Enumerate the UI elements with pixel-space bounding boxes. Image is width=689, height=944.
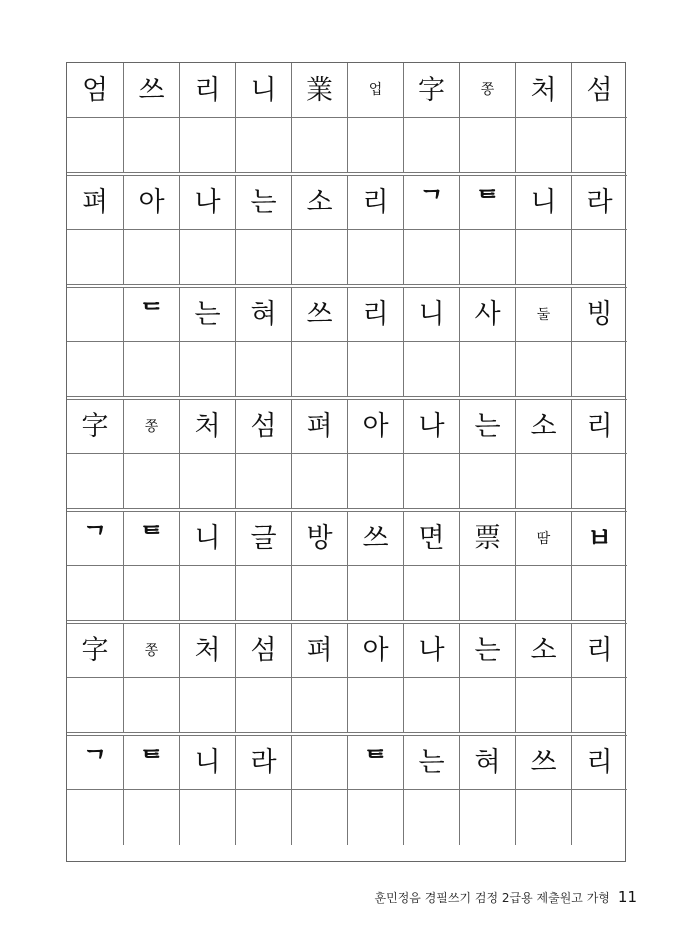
model-character: ᄀ [82, 747, 108, 778]
model-character: 니 [530, 187, 557, 218]
writing-practice-cell[interactable] [179, 117, 235, 173]
model-character: ᄀ [418, 187, 445, 218]
model-character-cell [403, 735, 459, 789]
model-character: 쓰 [138, 74, 165, 106]
model-character: 業 [306, 74, 333, 106]
model-character: ᄐ [474, 187, 501, 218]
writing-practice-cell[interactable] [403, 789, 459, 845]
writing-practice-cell[interactable] [571, 565, 627, 621]
model-character: 소 [530, 411, 557, 442]
writing-practice-cell[interactable] [515, 453, 571, 509]
writing-grid [66, 62, 626, 862]
model-character-cell [403, 63, 459, 117]
model-character-cell [459, 511, 515, 565]
model-character-cell [347, 735, 403, 789]
model-character: 리 [586, 635, 613, 666]
model-character-cell [67, 623, 123, 677]
writing-practice-cell[interactable] [403, 453, 459, 509]
model-character: ᄐ [138, 523, 165, 554]
model-character-cell [67, 63, 123, 117]
model-character-cell [459, 287, 515, 341]
model-character-cell [123, 63, 179, 117]
model-character-cell [571, 63, 627, 117]
row-band [67, 735, 625, 847]
model-character-cell [67, 399, 123, 453]
blank-cell [67, 287, 123, 341]
model-character-cell [515, 175, 571, 229]
writing-practice-cell[interactable] [403, 229, 459, 285]
model-character: ᄐ [138, 747, 165, 778]
model-character-cell [347, 175, 403, 229]
writing-practice-cell[interactable] [347, 117, 403, 173]
model-character: 소 [530, 635, 557, 666]
model-character: 섬 [250, 635, 277, 666]
writing-practice-cell[interactable] [179, 341, 235, 397]
model-character: 는 [474, 411, 501, 442]
model-character-cell [459, 623, 515, 677]
model-character-cell [67, 735, 123, 789]
model-character: 라 [586, 187, 613, 218]
writing-practice-cell[interactable] [291, 117, 347, 173]
model-character-cell [179, 735, 235, 789]
writing-practice-cell[interactable] [179, 229, 235, 285]
model-character: 섬 [250, 411, 277, 442]
model-character: 쫑 [144, 642, 159, 659]
writing-practice-cell[interactable] [571, 453, 627, 509]
model-character: ᄃ [138, 299, 165, 330]
model-character-cell [291, 399, 347, 453]
model-character: 아 [362, 411, 389, 442]
model-character-cell [571, 511, 627, 565]
row-band [67, 399, 625, 511]
model-character-cell [347, 511, 403, 565]
writing-practice-cell[interactable] [403, 565, 459, 621]
model-character: 글 [250, 523, 277, 554]
model-character: 리 [586, 411, 613, 442]
writing-practice-cell[interactable] [347, 453, 403, 509]
writing-practice-cell[interactable] [123, 789, 179, 845]
model-character-cell [515, 623, 571, 677]
model-character: 니 [250, 74, 277, 106]
model-character: 사 [474, 299, 501, 330]
model-character: 쫑 [144, 418, 159, 435]
model-character-cell [347, 63, 403, 117]
writing-practice-cell[interactable] [571, 117, 627, 173]
model-character: 나 [418, 411, 445, 442]
page-number: 11 [617, 888, 637, 906]
model-character: 쫑 [480, 82, 495, 98]
model-character-cell [515, 399, 571, 453]
blank-cell [291, 789, 347, 845]
model-character-cell [67, 175, 123, 229]
writing-practice-cell[interactable] [291, 677, 347, 733]
model-character-cell [235, 175, 291, 229]
model-character: 쓰 [362, 523, 389, 554]
model-character-cell [235, 511, 291, 565]
writing-practice-cell[interactable] [571, 789, 627, 845]
writing-practice-cell[interactable] [515, 117, 571, 173]
model-character-cell [571, 623, 627, 677]
model-character: ㅂ [586, 523, 613, 554]
band-separator [67, 620, 625, 621]
model-character-cell [571, 399, 627, 453]
writing-practice-cell[interactable] [459, 677, 515, 733]
model-character-cell [235, 63, 291, 117]
model-character: 는 [474, 635, 501, 666]
model-character-cell [123, 287, 179, 341]
band-separator [67, 396, 625, 397]
model-character-cell [235, 399, 291, 453]
row-band [67, 287, 625, 399]
model-character: 처 [194, 411, 221, 442]
model-character: 리 [362, 187, 389, 218]
model-character-cell [179, 287, 235, 341]
model-character-cell [179, 399, 235, 453]
writing-practice-cell[interactable] [67, 789, 123, 845]
writing-practice-cell[interactable] [515, 789, 571, 845]
model-character: 면 [418, 523, 445, 554]
writing-practice-cell[interactable] [235, 565, 291, 621]
model-character: 는 [418, 747, 445, 778]
writing-practice-cell[interactable] [291, 453, 347, 509]
writing-practice-cell[interactable] [67, 565, 123, 621]
writing-practice-cell[interactable] [403, 341, 459, 397]
model-character-cell [179, 623, 235, 677]
writing-practice-cell[interactable] [123, 341, 179, 397]
model-character-cell [123, 399, 179, 453]
model-character-cell [403, 623, 459, 677]
model-character: 니 [194, 523, 221, 554]
model-character: 니 [194, 747, 221, 778]
model-character: 펴 [306, 635, 333, 666]
writing-practice-cell[interactable] [291, 229, 347, 285]
model-character: 처 [530, 74, 557, 106]
model-character-cell [123, 623, 179, 677]
band-separator [67, 284, 625, 285]
writing-practice-cell[interactable] [179, 789, 235, 845]
writing-practice-cell[interactable] [67, 229, 123, 285]
writing-practice-cell[interactable] [515, 341, 571, 397]
model-character-cell [459, 399, 515, 453]
writing-practice-cell[interactable] [123, 565, 179, 621]
model-character-cell [459, 175, 515, 229]
model-character: 나 [194, 187, 221, 218]
model-character: 는 [194, 299, 221, 330]
model-character: 票 [474, 523, 501, 554]
writing-practice-cell[interactable] [123, 677, 179, 733]
model-character: 아 [362, 635, 389, 666]
model-character-cell [571, 735, 627, 789]
writing-practice-cell[interactable] [403, 117, 459, 173]
writing-practice-cell[interactable] [571, 341, 627, 397]
model-character-cell [459, 735, 515, 789]
model-character-cell [123, 735, 179, 789]
model-character: 빙 [586, 299, 613, 330]
writing-practice-cell[interactable] [459, 229, 515, 285]
writing-practice-cell[interactable] [123, 229, 179, 285]
model-character: 방 [306, 523, 333, 554]
writing-practice-cell[interactable] [179, 565, 235, 621]
writing-practice-cell[interactable] [67, 117, 123, 173]
writing-practice-cell[interactable] [235, 453, 291, 509]
model-character: 둘 [536, 306, 551, 323]
model-character-cell [347, 623, 403, 677]
model-character-cell [347, 287, 403, 341]
model-character: 처 [194, 635, 221, 666]
model-character-cell [123, 511, 179, 565]
writing-practice-cell[interactable] [291, 565, 347, 621]
model-character: 쓰 [306, 299, 333, 330]
writing-practice-cell[interactable] [67, 453, 123, 509]
model-character: 펴 [306, 411, 333, 442]
model-character-cell [179, 175, 235, 229]
writing-practice-cell[interactable] [291, 341, 347, 397]
model-character-cell [179, 63, 235, 117]
writing-practice-cell[interactable] [347, 341, 403, 397]
model-character: 섬 [586, 74, 613, 106]
model-character: 엄 [81, 74, 109, 106]
model-character: 라 [250, 747, 277, 778]
model-character: 字 [418, 74, 445, 106]
model-character-cell [291, 623, 347, 677]
page-footer [375, 888, 637, 906]
model-character: 나 [418, 635, 445, 666]
writing-practice-cell[interactable] [571, 677, 627, 733]
model-character-cell [179, 511, 235, 565]
model-character-cell [235, 623, 291, 677]
writing-practice-cell[interactable] [515, 229, 571, 285]
writing-practice-cell[interactable] [459, 565, 515, 621]
writing-practice-cell[interactable] [515, 677, 571, 733]
writing-practice-cell[interactable] [459, 341, 515, 397]
writing-practice-cell[interactable] [347, 789, 403, 845]
model-character: 字 [81, 635, 109, 666]
model-character: 아 [138, 187, 165, 218]
writing-practice-cell[interactable] [235, 677, 291, 733]
model-character-cell [571, 287, 627, 341]
writing-practice-cell[interactable] [347, 565, 403, 621]
model-character-cell [515, 63, 571, 117]
model-character-cell [67, 511, 123, 565]
model-character: 펴 [81, 187, 109, 218]
band-separator [67, 732, 625, 733]
model-character: 땀 [536, 530, 551, 547]
model-character: 혀 [474, 747, 501, 778]
model-character-cell [403, 287, 459, 341]
writing-practice-cell[interactable] [459, 117, 515, 173]
writing-practice-cell[interactable] [67, 677, 123, 733]
band-separator [67, 508, 625, 509]
writing-practice-cell[interactable] [571, 229, 627, 285]
writing-practice-cell[interactable] [235, 117, 291, 173]
writing-practice-cell[interactable] [347, 229, 403, 285]
writing-practice-cell[interactable] [459, 789, 515, 845]
writing-practice-cell[interactable] [235, 229, 291, 285]
model-character: 는 [250, 187, 277, 218]
model-character: 字 [81, 411, 109, 442]
model-character: 쓰 [530, 747, 557, 778]
model-character: 리 [194, 74, 221, 106]
writing-practice-cell[interactable] [235, 789, 291, 845]
model-character-cell [515, 735, 571, 789]
row-band [67, 623, 625, 735]
model-character-cell [403, 399, 459, 453]
model-character-cell [403, 511, 459, 565]
writing-practice-cell[interactable] [515, 565, 571, 621]
band-separator [67, 172, 625, 173]
writing-practice-cell[interactable] [235, 341, 291, 397]
model-character-cell [347, 399, 403, 453]
row-band [67, 511, 625, 623]
model-character-cell [291, 511, 347, 565]
writing-practice-cell[interactable] [459, 453, 515, 509]
writing-practice-cell[interactable] [123, 117, 179, 173]
model-character-cell [459, 63, 515, 117]
model-character-cell [123, 175, 179, 229]
model-character: ᄐ [362, 747, 389, 778]
model-character: 소 [306, 187, 333, 218]
writing-practice-cell[interactable] [403, 677, 459, 733]
footer-title: 훈민정음 경필쓰기 검정 2급용 제출원고 가형 [374, 891, 610, 905]
blank-cell [67, 341, 123, 397]
model-character: 니 [418, 299, 445, 330]
model-character-cell [291, 175, 347, 229]
model-character-cell [515, 511, 571, 565]
model-character-cell [515, 287, 571, 341]
row-band [67, 63, 625, 175]
writing-practice-cell[interactable] [347, 677, 403, 733]
model-character: 리 [362, 299, 389, 330]
writing-practice-cell[interactable] [179, 453, 235, 509]
blank-cell [291, 735, 347, 789]
model-character: ᄀ [82, 523, 108, 554]
model-character-cell [235, 735, 291, 789]
model-character-cell [571, 175, 627, 229]
writing-practice-cell[interactable] [123, 453, 179, 509]
model-character-cell [291, 63, 347, 117]
model-character: 리 [586, 747, 613, 778]
row-band [67, 175, 625, 287]
model-character-cell [291, 287, 347, 341]
model-character: 혀 [250, 299, 277, 330]
model-character-cell [403, 175, 459, 229]
model-character-cell [235, 287, 291, 341]
writing-practice-cell[interactable] [179, 677, 235, 733]
model-character: 업 [368, 82, 383, 98]
